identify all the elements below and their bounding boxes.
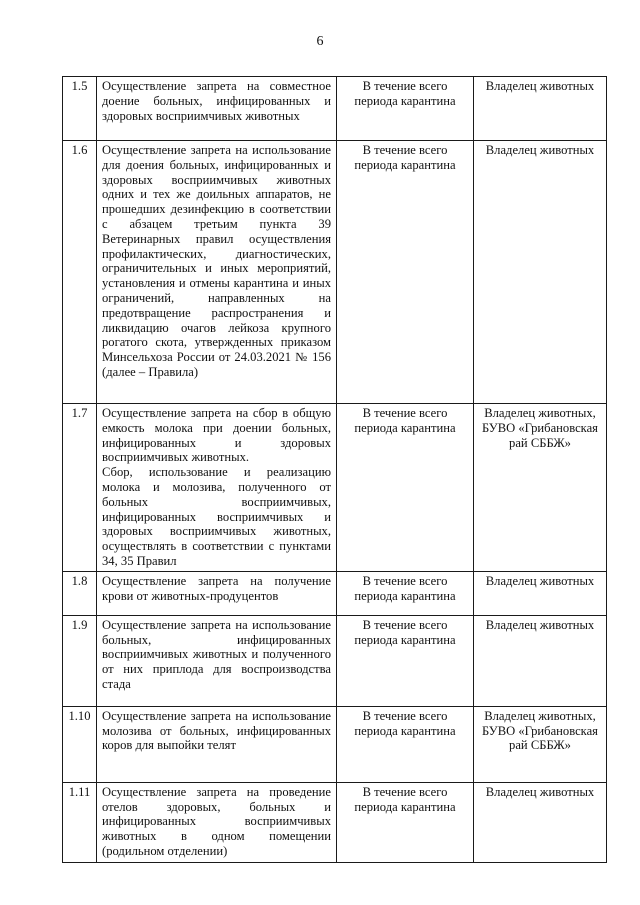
- row-number: 1.9: [63, 615, 97, 706]
- table-row: [63, 615, 607, 706]
- table-row: [63, 141, 607, 404]
- table-row: [63, 77, 607, 141]
- measure-responsible: Владелец животных: [474, 571, 607, 615]
- description-paragraph: Осуществление запрета на проведение отелов здоровых, больных и инфицированных восприимчивых животных в одном помещении (родильном отделении): [102, 784, 331, 858]
- measure-responsible: Владелец животных: [474, 77, 607, 141]
- table-row: [63, 782, 607, 862]
- measure-responsible: Владелец животных, БУВО «Грибановская рай СББЖ»: [474, 404, 607, 572]
- measure-description: [97, 77, 337, 141]
- measure-term: В течение всего периода карантина: [337, 615, 474, 706]
- description-paragraph: Осуществление запрета на использование молозива от больных, инфицированных коров для выпойки телят: [102, 708, 331, 753]
- measure-responsible: Владелец животных: [474, 782, 607, 862]
- measure-term: В течение всего периода карантина: [337, 141, 474, 404]
- table-row: [63, 706, 607, 782]
- measure-term: В течение всего периода карантина: [337, 706, 474, 782]
- row-number: 1.7: [63, 404, 97, 572]
- measure-description: [97, 706, 337, 782]
- description-paragraph: Осуществление запрета на получение крови от животных-продуцентов: [102, 573, 331, 603]
- measure-term: В течение всего периода карантина: [337, 404, 474, 572]
- table-row: [63, 571, 607, 615]
- row-number: 1.8: [63, 571, 97, 615]
- table-row: [63, 404, 607, 572]
- row-number: 1.11: [63, 782, 97, 862]
- measure-description: [97, 141, 337, 404]
- measure-term: В течение всего периода карантина: [337, 77, 474, 141]
- measures-table: [62, 76, 607, 863]
- description-paragraph: Осуществление запрета на сбор в общую емкость молока при доении больных, инфицированных и здоровых восприимчивых животных.: [102, 406, 331, 465]
- measure-term: В течение всего периода карантина: [337, 571, 474, 615]
- measure-responsible: Владелец животных: [474, 141, 607, 404]
- row-number: 1.6: [63, 141, 97, 404]
- measure-term: В течение всего периода карантина: [337, 782, 474, 862]
- measure-description: [97, 571, 337, 615]
- description-paragraph: Сбор, использование и реализацию молока и молозива, полученного от больных восприимчивых, инфицированных восприимчивых и здоровых восприимчивых животных, осуществлять в соответствии с пунктами 34, 35 Правил: [102, 465, 331, 568]
- description-paragraph: Осуществление запрета на совместное доение больных, инфицированных и здоровых восприимчивых животных: [102, 79, 331, 123]
- description-paragraph: Осуществление запрета на использование для доения больных, инфицированных и здоровых восприимчивых животных одних и тех же доильных аппаратов, не прошедших дезинфекцию в соответствии с абзацем третьим пункта 39 Ветеринарных правил осуществления профилактических, диагностических, ограничительных и иных мероприятий, установления и отмены карантина и иных ограничений, направленных на предотвращение распространения и ликвидацию очагов лейкоза крупного рогатого скота, утвержденных приказом Минсельхоза России от 24.03.2021 № 156 (далее – Правила): [102, 143, 331, 379]
- row-number: 1.10: [63, 706, 97, 782]
- row-number: 1.5: [63, 77, 97, 141]
- measure-description: [97, 615, 337, 706]
- measure-description: [97, 404, 337, 572]
- description-paragraph: Осуществление запрета на использование больных, инфицированных восприимчивых животных и полученного от них приплода для воспроизводства стада: [102, 617, 331, 691]
- measure-responsible: Владелец животных, БУВО «Грибановская рай СББЖ»: [474, 706, 607, 782]
- measure-description: [97, 782, 337, 862]
- measure-responsible: Владелец животных: [474, 615, 607, 706]
- page-number: 6: [316, 34, 324, 49]
